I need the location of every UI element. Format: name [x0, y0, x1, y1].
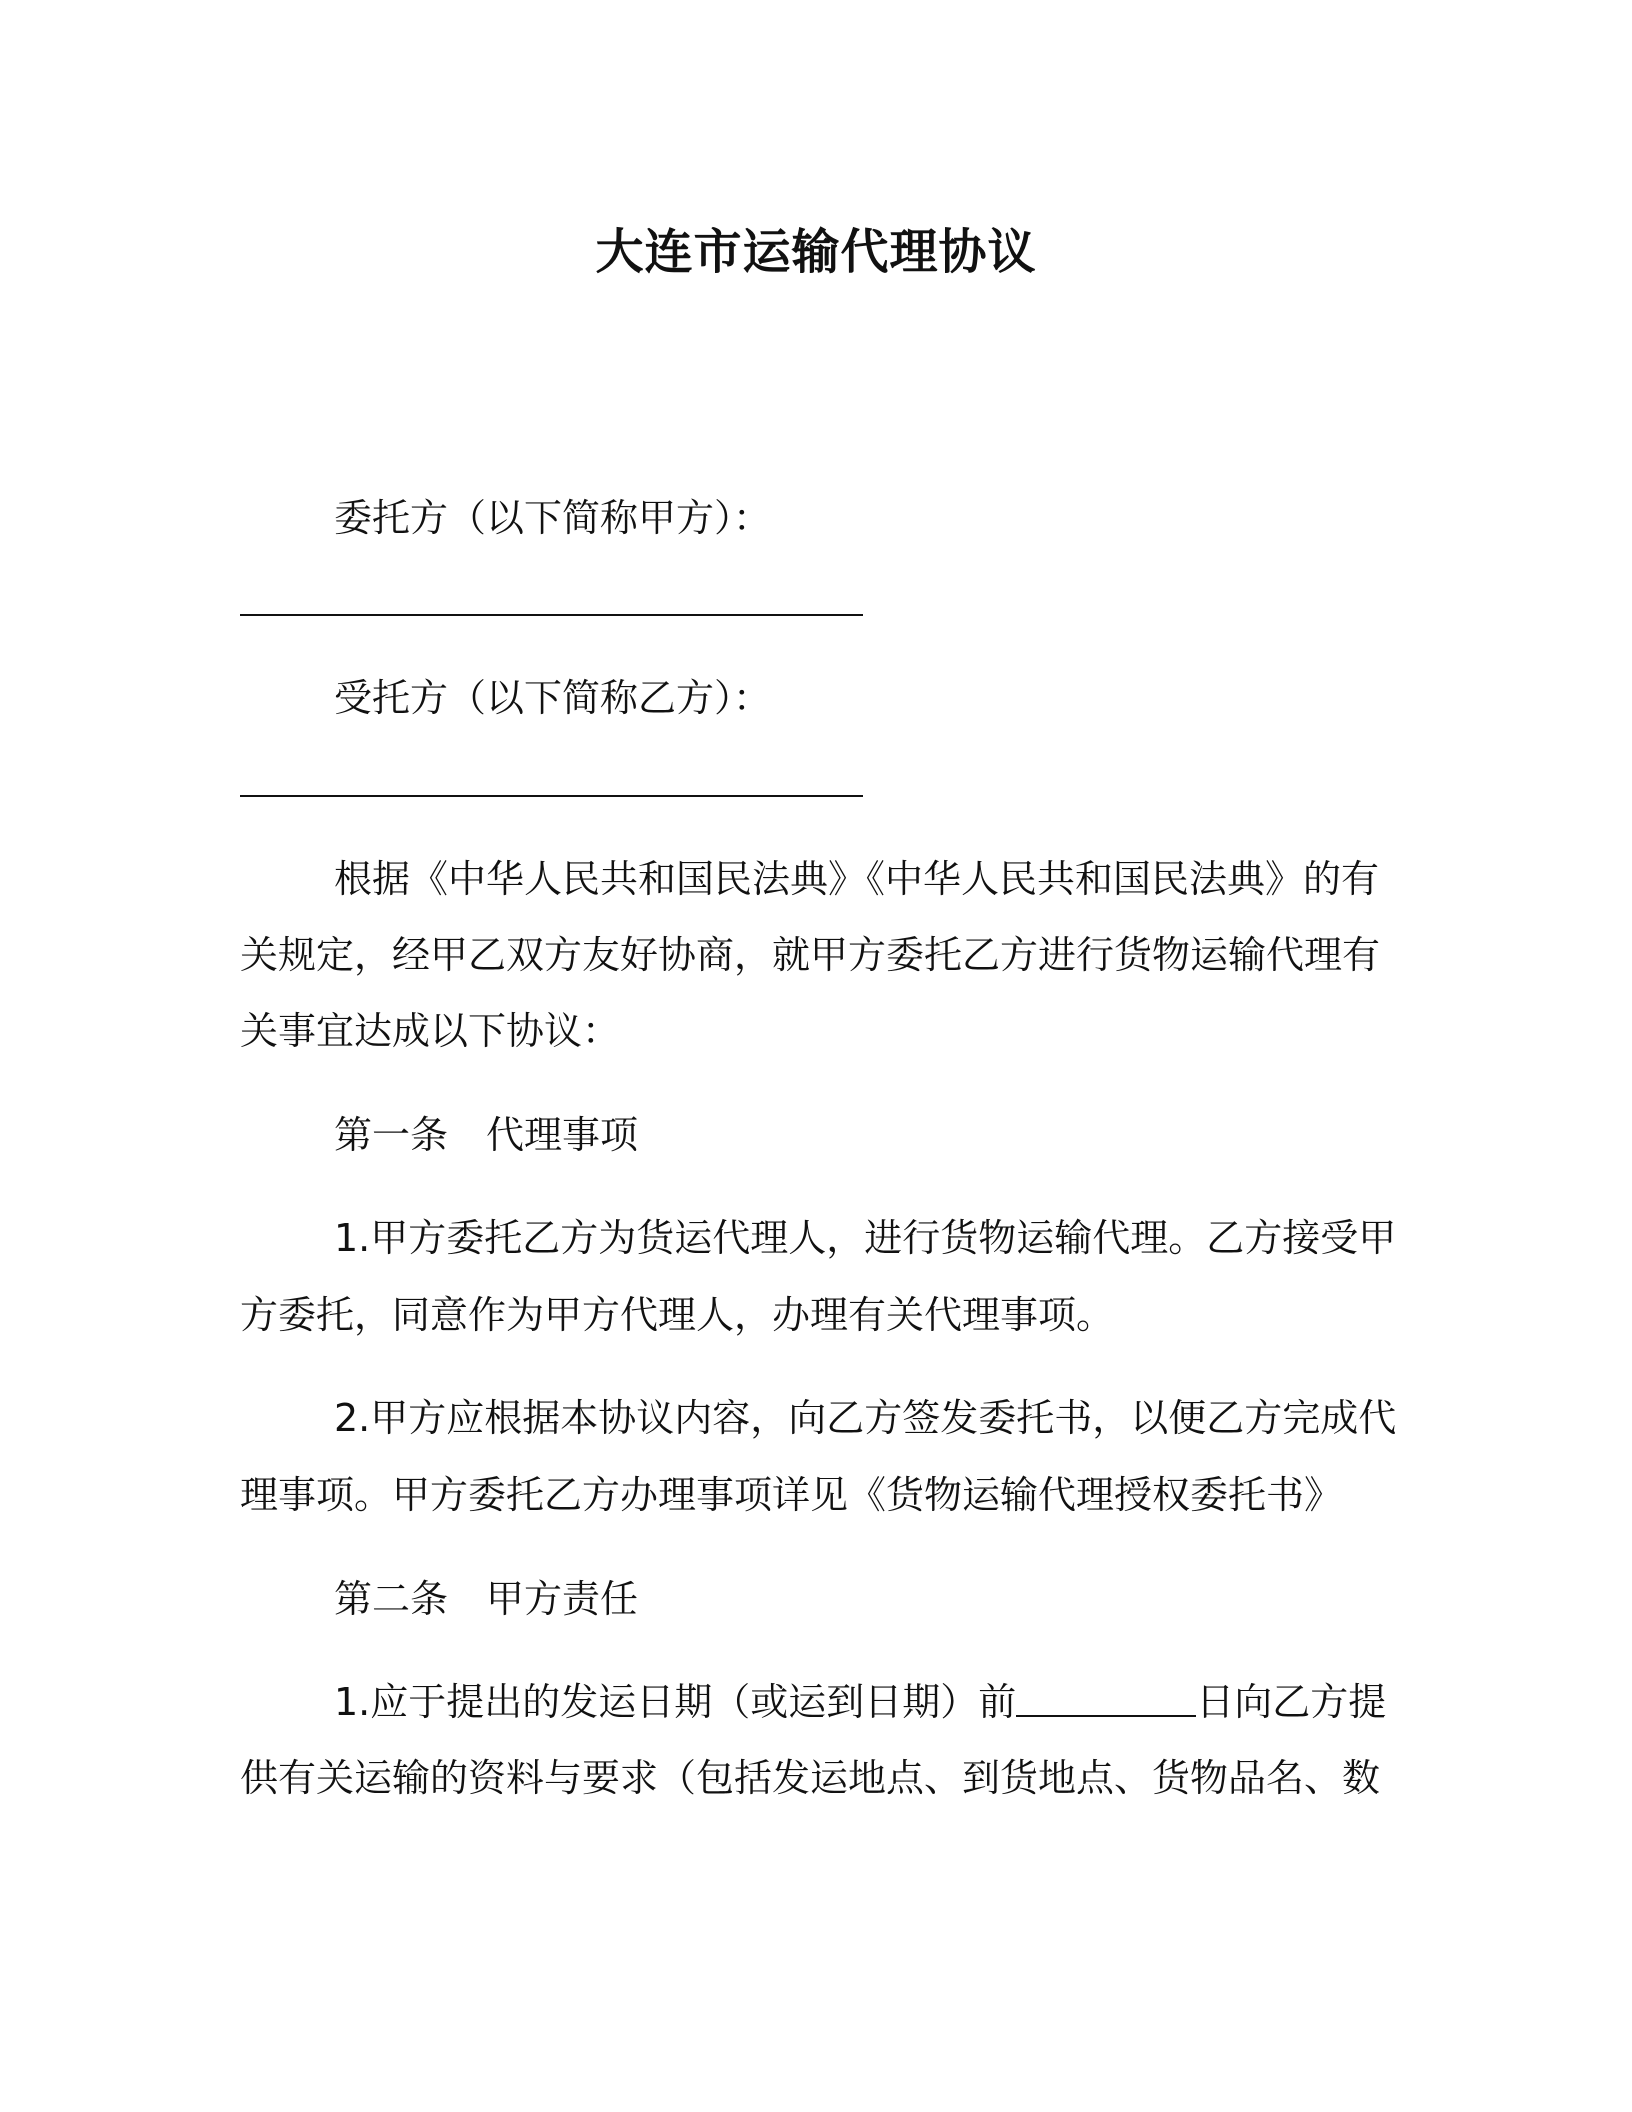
party-b-label: 受托方（以下简称乙方）：	[334, 676, 772, 720]
days-blank-line	[1016, 1715, 1196, 1717]
article-2-heading: 第二条 甲方责任	[334, 1577, 639, 1621]
article-2-clause-1-text-before: 1.应于提出的发运日期（或运到日期）前	[334, 1680, 1017, 1724]
article-1-clause-2-line-1: 2.甲方应根据本协议内容，向乙方签发委托书，以便乙方完成代	[334, 1396, 1397, 1440]
article-2-clause-1-line-2: 供有关运输的资料与要求（包括发运地点、到货地点、货物品名、数	[240, 1756, 1381, 1800]
article-1-clause-1-line-2: 方委托，同意作为甲方代理人，办理有关代理事项。	[240, 1293, 1115, 1337]
article-1-clause-1-line-1: 1.甲方委托乙方为货运代理人，进行货物运输代理。乙方接受甲	[334, 1216, 1397, 1260]
article-2-clause-1-text-after: 日向乙方提	[1196, 1680, 1387, 1724]
article-2-clause-1-line-1	[334, 1677, 1400, 1727]
article-1-heading: 第一条 代理事项	[334, 1113, 639, 1157]
article-1-clause-2-line-2: 理事项。甲方委托乙方办理事项详见《货物运输代理授权委托书》	[240, 1473, 1343, 1517]
preamble-line-1: 根据《中华人民共和国民法典》《中华人民共和国民法典》的有	[334, 857, 1380, 901]
preamble-line-2: 关规定，经甲乙双方友好协商，就甲方委托乙方进行货物运输代理有	[240, 933, 1381, 977]
party-a-blank-line	[240, 614, 863, 616]
party-a-label: 委托方（以下简称甲方）：	[334, 496, 772, 540]
party-b-blank-line	[240, 795, 863, 797]
preamble-line-3: 关事宜达成以下协议：	[240, 1009, 621, 1053]
document-title: 大连市运输代理协议	[595, 224, 1037, 280]
